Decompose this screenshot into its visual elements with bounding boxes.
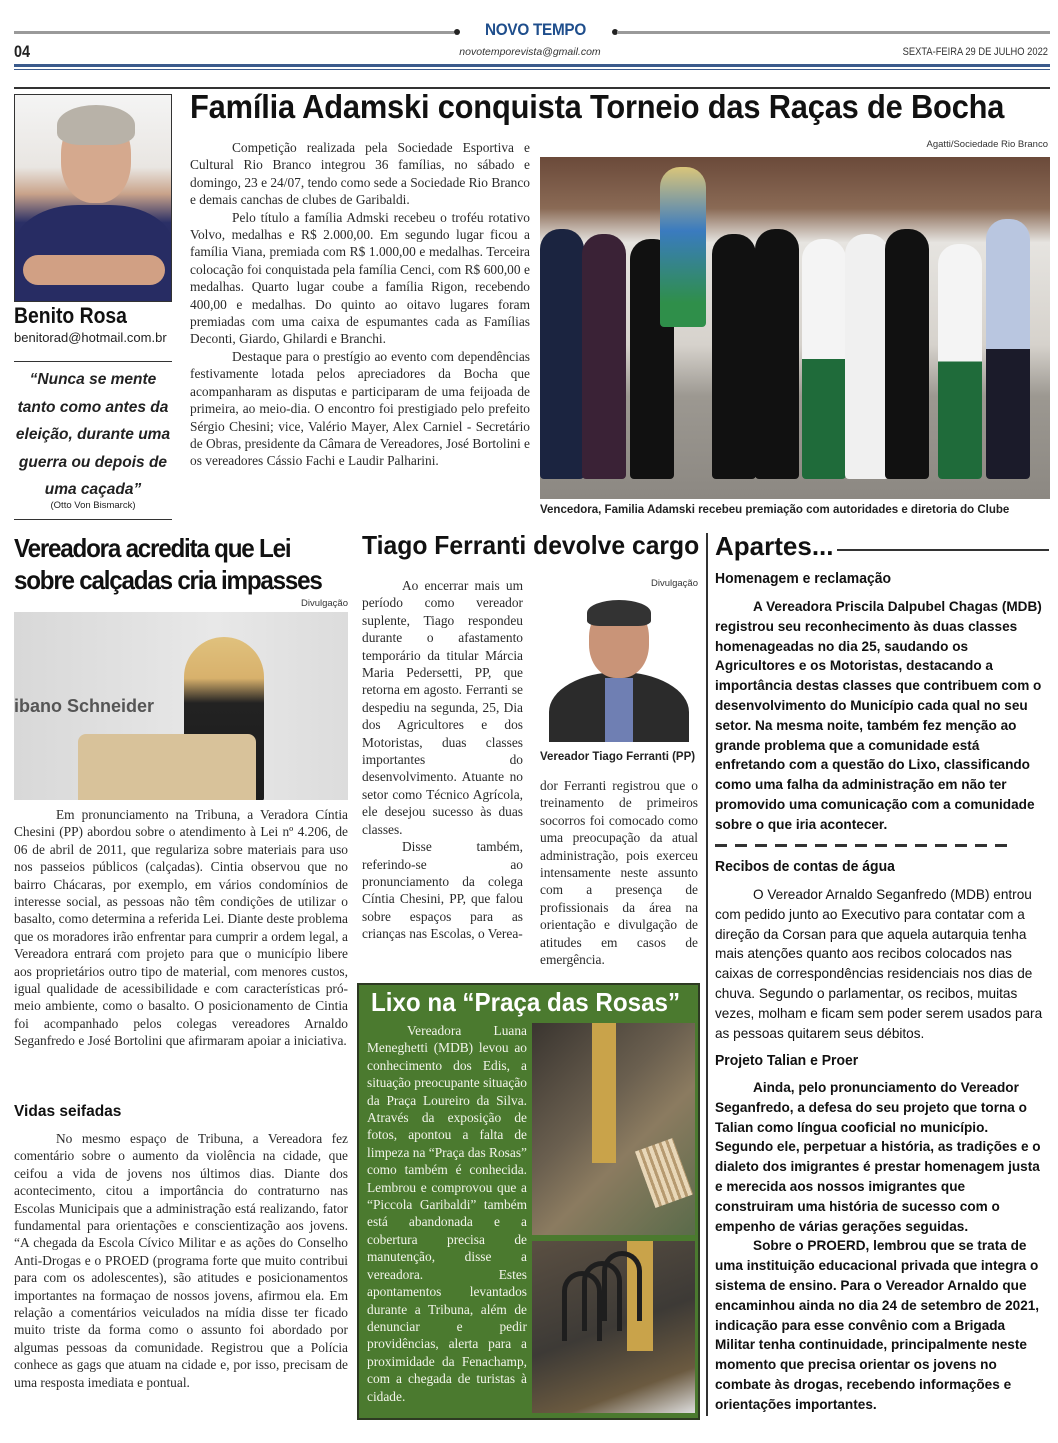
issue-date: SEXTA-FEIRA 29 DE JULHO 2022 [902, 46, 1048, 58]
header-rule-thin [14, 69, 1050, 70]
newspaper-title: NOVO TEMPO [484, 20, 586, 39]
lixo-photo-top [532, 1023, 695, 1235]
apartes-subheading: Recibos de contas de água [715, 858, 895, 875]
article-paragraph: Sobre o PROERD, lembrou que se trata de uma instituição educacional privada que integra o sistema de ensino. Para o Vereador Arnaldo que encaminhou ainda no dia 24 de setembro de 2021, indicação para esse convênio com a Brigada Militar tenha continuidade, principalmente neste momento que precisa orientar os jovens no combate às drogas, recebendo informações e orientações importantes. [715, 1238, 1040, 1412]
masthead-rule-left [14, 31, 454, 34]
tiago-portrait [545, 594, 693, 742]
quote-attribution: (Otto Von Bismarck) [50, 500, 136, 511]
photo-shape [802, 239, 846, 479]
masthead-rule-right [617, 31, 1050, 34]
photo-shape [845, 234, 889, 479]
photo-credit: Agatti/Sociedade Rio Branco [926, 139, 1048, 150]
apartes-title-rule [837, 549, 1049, 551]
article-paragraph: Ao encerrar mais um período como vereador suplente, Tiago respondeu durante o afastamento temporário da titular Márcia Maria Pedersetti, PP, que retorna em agosto. Ferranti se despediu na segunda, 25, Dia dos Agricultores e dos Motoristas, duas classes importantes do desenvolvimento. Atuante no setor como Técnico Agrícola, ele desejou sucesso às duas classes. [362, 578, 523, 837]
photo-caption: Vencedora, Familia Adamski recebeu premiação com autoridades e diretoria do Clube [540, 504, 1010, 516]
article-paragraph: A Vereadora Priscila Dalpubel Chagas (MDB) registrou seu reconhecimento às duas classes homenageadas no dia 25, saudando os Agricultores e os Motoristas, destacando a importância destas classes que contribuem com o desenvolvimento do Município cada qual no seu setor. Na mesma noite, também fez menção ao grande problema que a comunidade está enfretando com a questão do Lixo, classificando como uma falha da administração em não ter promovido uma comunicação com a comunidade sobre o que iria acontecer. [715, 599, 1042, 832]
photo-shape [592, 1023, 616, 1163]
photo-shape [755, 229, 799, 479]
tiago-article-body-continued: dor Ferranti registrou que o treinamento de primeiros socorros foi comocado como uma preocupação da atual administração, pois exerceu intensamente neste assunto com a presença de profissionais da área na orientação e divulgação de atitudes em casos de emergência. [540, 778, 698, 968]
photo-caption: Vereador Tiago Ferranti (PP) [540, 751, 696, 763]
section-subheading: Vidas seifadas [14, 1103, 122, 1120]
photo-shape [938, 244, 982, 479]
calcadas-article-body [14, 806, 348, 1050]
article-paragraph: Destaque para o prestígio ao evento com dependências festivamente lotada pelos apreciadores da Bocha que acompanharam as disputas e participaram de uma feijoada de primeira, ao meio-dia. O encontro foi prestigiado pelo prefeito Sérgio Chesini; vice, Valério Mayer, Alex Carniel - Secretário de Obras, presidente da Câmara de Vereadores, José Bortolini e os vereadores Cássio Fachi e Laudir Palharini. [190, 348, 530, 469]
quote-divider [14, 519, 172, 520]
calcadas-photo [14, 612, 348, 800]
lixo-article-body [367, 1022, 527, 1405]
photo-shape [635, 1138, 693, 1208]
photo-shape [23, 255, 165, 285]
photo-sign-text: ibano Schneider [14, 696, 155, 716]
lixo-headline: Lixo na “Praça das Rosas” [371, 987, 681, 1017]
masthead-dot-left [454, 29, 460, 35]
photo-shape [885, 229, 929, 479]
apartes-subheading: Projeto Talian e Proer [715, 1052, 859, 1069]
apartes-subheading: Homenagem e reclamação [715, 570, 892, 587]
article-paragraph: Vereadora Luana Meneghetti (MDB) levou ao conhecimento dos Edis, a situação preocupante situação da Praça Loureiro da Silva. Através da exposição de fotos, apontou a falta de limpeza na “Praça das Rosas” como também é conhecida. Lembrou e comprovou que a “Piccola Garibaldi” também está abandonada e a cobertura precisa de manutenção, disse a vereadora. Estes apontamentos levantados durante a Tribuna, além de denunciar e pedir providências, alerta para a proximidade da Fenachamp, com a chegada de turistas à cidade. [367, 1023, 527, 1404]
photo-shape [605, 678, 633, 742]
photo-shape [660, 167, 706, 327]
header-rule [14, 64, 1050, 67]
lixo-photo-bottom [532, 1241, 695, 1413]
columnist-email: benitorad@hotmail.com.br [14, 330, 167, 345]
photo-shape [15, 205, 172, 302]
columnist-photo [14, 94, 172, 302]
tiago-article-body [362, 577, 523, 943]
lead-headline: Família Adamski conquista Torneio das Raças de Bocha [190, 89, 1005, 126]
quote-divider [14, 361, 172, 362]
lead-article-body [190, 139, 530, 470]
article-paragraph: Ainda, pelo pronunciamento do Vereador Seganfredo, a defesa do seu projeto que torna o Talian como língua cooficial no município. Segundo ele, perpetuar a história, as tradições e o dialeto dos imigrantes é prestar homenagem justa e merecida aos nossos imigrantes que construiram uma história de sucesso com o empenho de várias gerações seguidas. [715, 1080, 1041, 1234]
article-paragraph: O Vereador Arnaldo Seganfredo (MDB) entrou com pedido junto ao Executivo para contatar com a direção da Corsan para que aquela autarquia tenha mais atenções quanto aos recibos colocados nas caixas de correspondências residenciais nos dias de chuva. Segundo o parlamentar, os recibos, muitas vezes, molham e ficam sem poder serem usados para as pessoas quitarem seus débitos. [715, 887, 1043, 1041]
photo-credit: Divulgação [301, 598, 348, 609]
newspaper-email: novotemporevista@gmail.com [459, 46, 601, 58]
article-paragraph: Em pronunciamento na Tribuna, a Veradora Cíntia Chesini (PP) abordou sobre o atendimento à Lei nº 4.206, de 06 de abril de 2011, que regulariza sobre materiais para uso nos passeios públicos (calçadas). Cintia observou que no bairro Chácaras, por exemplo, em vários condomínios de interesse social, as pessoas não têm condições de utilizar o basalto, como determina a referida Lei. Diante deste problema que os moradores irão enfrentar para cumprir a ordem legal, a Vereadora entrará com projeto para que o município libere aos proprietários outro tipo de material, com menores custos, igual qualidade de acessibilidade e com características pró-meio ambiente, como o basalto. O posicionamento de Cintia foi acompanhado pelos colegas vereadores Arnaldo Seganfredo e José Bortolini que afirmaram apoiar a iniciativa. [14, 807, 348, 1049]
photo-shape [712, 234, 756, 479]
photo-shape [57, 105, 135, 145]
page-number: 04 [14, 42, 31, 61]
lixo-feature-box [357, 983, 700, 1420]
photo-shape [540, 229, 584, 479]
photo-shape [986, 219, 1030, 479]
article-paragraph: No mesmo espaço de Tribuna, a Vereadora fez comentário sobre o aumento da violência na cidade, que ceifou a vida de jovens nos últimos dias. Diante dos acontecimento, citou a importância do contraturno nas Escolas Municipais que a administração está realizando, fator fundamental para orientações e conscientização aos jovens. “A chegada da Escola Cívico Militar e as ações do Conselho Anti-Drogas e o PROED (programa forte que muito contribui para com os adolescentes), são atitudes e posicionamentos importantes na formaçao de nossos jovens, afirmou ela. Em relação a comentários veiculados na mídia disse ter ficado muito triste da forma como o assunto foi abordado por algumas pessoas da comunidade. Registrou que a Polícia conhece as gags que atuam na cidade e, por isso, precisam de uma resposta imediata e pontual. [14, 1131, 348, 1390]
dashed-divider [715, 844, 1015, 847]
column-divider [706, 533, 708, 1416]
apartes-title: Apartes... [715, 531, 834, 561]
article-paragraph: Pelo título a família Admski recebeu o troféu rotativo Volvo, medalhas e R$ 2.000,00. Em segundo lugar ficou a família Viana, premiada com R$ 1.000,00 e medalhas. Terceira colocação foi conquistada pela família Cenci, com R$ 600,00 e medalhas. Quarto lugar coube a família Rigon, recebendo 400,00 e medalhas. Do quinto ao oitavo lugares foram premiadas com uma caixa de espumantes cada as Famílias Deconti, Giardo, Ghilardi e Branchi. [190, 209, 530, 347]
photo-shape [587, 600, 651, 626]
apartes-section-body [715, 597, 1045, 835]
photo-shape [602, 1251, 642, 1321]
article-paragraph: Competição realizada pela Sociedade Esportiva e Cultural Rio Branco integrou 36 famílias, no sábado e domingo, 23 e 24/07, tendo como sede a Sociedade Rio Branco e demais canchas de clubes de Garibaldi. [190, 140, 530, 208]
apartes-section-body [715, 885, 1045, 1043]
vidas-article-body [14, 1130, 348, 1391]
photo-shape [582, 234, 626, 479]
pull-quote: “Nunca se mente tanto como antes da eleição, durante uma guerra ou depois de uma caçada” [15, 371, 171, 498]
lead-photo [540, 157, 1050, 499]
photo-credit: Divulgação [651, 578, 698, 589]
article-paragraph: Disse também, referindo-se ao pronunciamento da colega Cíntia Chesini, PP, que falou sobre espaços para as crianças nas Escolas, o Verea- [362, 839, 523, 942]
calcadas-headline: Vereadora acredita que Lei sobre calçadas cria impasses [14, 533, 322, 595]
tiago-headline: Tiago Ferranti devolve cargo [362, 530, 700, 560]
photo-shape [78, 734, 256, 800]
apartes-section-body [715, 1078, 1045, 1415]
columnist-name: Benito Rosa [14, 303, 127, 328]
